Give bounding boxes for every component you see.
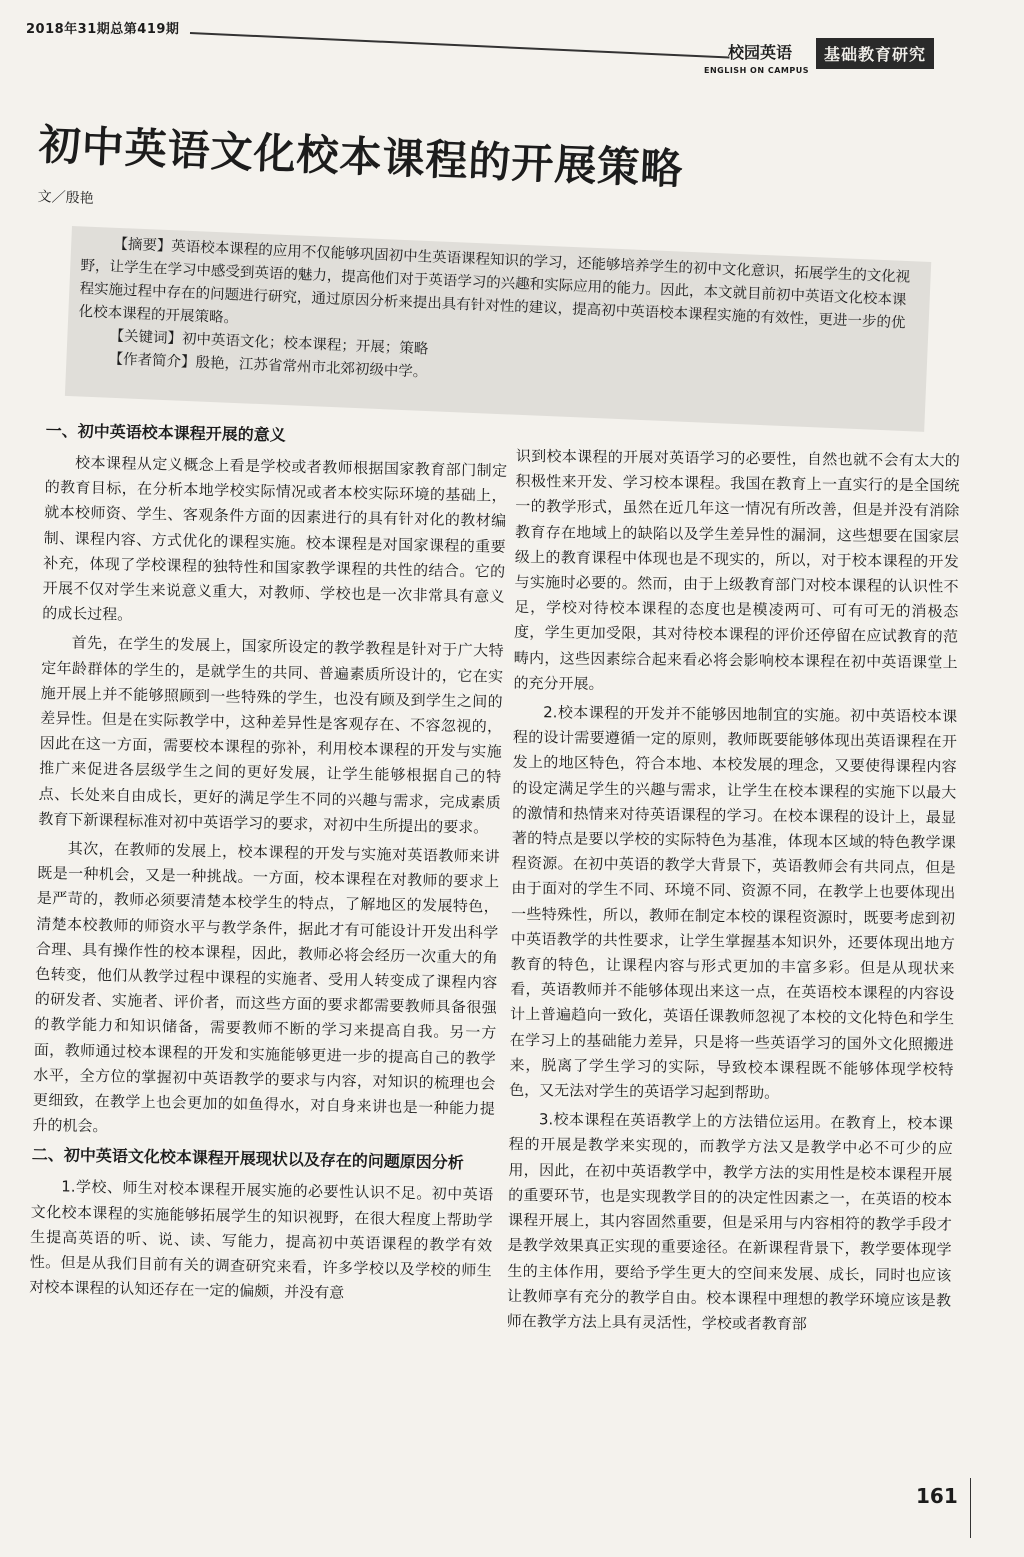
journal-brand-en: ENGLISH ON CAMPUS: [704, 66, 809, 75]
right-column: [507, 444, 960, 1343]
journal-brand: 校园英语: [728, 43, 793, 62]
paragraph: 1.学校、师生对校本课程开展实施的必要性认识不足。初中英语文化校本课程的实施能够拓展学生的知识视野，在很大程度上帮助学生提高英语的听、说、读、写能力，提高初中英语课程的教学有效性。但是从我们目前有关的调查研究来看，许多学校以及学校的师生对校本课程的认知还存在一定的偏颇，并没有意: [29, 1177, 494, 1303]
article-author: 文／殷艳: [37, 188, 94, 207]
paragraph: 首先，在学生的发展上，国家所设定的教学教程是针对于广大特定年龄群体的学生的，是就学生的共同、普遍素质所设计的，它在实施开展上并不能够照顾到一些特殊的学生，也没有顾及到学生之间的差异性。但是在实际教学中，这种差异性是客观存在、不容忽视的，因此在这一方面，需要校本课程的弥补，利用校本课程的开发与实施推广来促进各层级学生之间的更好发展，让学生能够根据自己的特点、长处来自由成长，更好的满足学生不同的兴趣与需求，完成素质教育下新课程标准对初中英语学习的要求，对初中生所提出的要求。: [38, 633, 504, 837]
section-tag: 基础教育研究: [816, 38, 934, 69]
author-intro: 【作者简介】殷艳，江苏省常州市北郊初级中学。: [108, 351, 428, 381]
page-rule: [970, 1478, 971, 1538]
header-rule: [190, 32, 730, 58]
page-number: 161: [916, 1484, 958, 1508]
paragraph: 识到校本课程的开展对英语学习的必要性，自然也就不会有太大的积极性来开发、学习校本课程。我国在教育上一直实行的是全国统一的教学形式，虽然在近几年这一情况有所改善，但是并没有消除教育存在地域上的缺陷以及学生差异性的漏洞，这些想要在国家层级上的教育课程中体现也是不现实的，所以，对于校本课程的开发与实施时必要的。然而，由于上级教育部门对校本课程的认识性不足，学校对待校本课程的态度也是模凌两可、可有可无的消极态度，学生更加受限，其对待校本课程的评价还停留在应试教育的范畴内，这些因素综合起来看必将会影响校本课程在初中英语课堂上的充分开展。: [513, 446, 960, 693]
section-heading-2: 二、初中英语文化校本课程开展现状以及存在的问题原因分析: [31, 1145, 464, 1173]
paragraph: 3.校本课程在英语教学上的方法错位运用。在教育上，校本课程的开展是教学来实现的，而教学方法又是教学中必不可少的应用，因此，在初中英语教学中，教学方法的实用性是校本课程开展的重要环节，也是实现教学目的的决定性因素之一，在英语的校本课程开展上，其内容固然重要，但是采用与内容相符的教学手段才是教学效果真正实现的重要途径。在新课程背景下，教学要体现学生的主体作用，要给予学生更大的空间来发展、成长，同时也应该让教师享有充分的教学自由。校本课程中理想的教学环境应该是教师在教学方法上具有灵活性，学校或者教育部: [506, 1110, 953, 1333]
paragraph: 校本课程从定义概念上看是学校或者教师根据国家教育部门制定的教育目标，在分析本地学校实际情况或者本校实际环境的基础上，就本校师资、学生、客观条件方面的因素进行的具有针对化的教材编制、课程内容、方式优化的课程实施。校本课程是对国家课程的重要补充，体现了学校课程的独特性和国家教学课程的共性的结合。它的开展不仅对学生来说意义重大，对教师、学校也是一次非常具有意义的成长过程。: [42, 453, 508, 624]
article-title: 初中英语文化校本课程的开展策略: [37, 119, 685, 194]
keywords: 【关键词】初中英语文化；校本课程；开展；策略: [109, 328, 429, 358]
issue-label: 2018年31期总第419期: [26, 22, 180, 37]
paragraph: 其次，在教师的发展上，校本课程的开发与实施对英语教师来讲既是一种机会，又是一种挑战。一方面，校本课程在对教师的要求上是严苛的，教师必须要清楚本校学生的特点，了解地区的发展特色，清楚本校教师的师资水平与教学条件，据此才有可能设计开发出科学合理、具有操作性的校本课程，因此，教师必将会经历一次重大的角色转变，他们从教学过程中课程的实施者、受用人转变成了课程内容的研发者、实施者、评价者，而这些方面的要求都需要教师具备很强的教学能力和知识储备，需要教师不断的学习来提高自我。另一方面，教师通过校本课程的开发和实施能够更进一步的提高自己的教学水平，全方位的掌握初中英语教学的要求与内容，对知识的梳理也会更细致，在教学上也会更加的如鱼得水，对自身来讲也是一种能力提升的机会。: [32, 839, 500, 1136]
abstract: 【摘要】英语校本课程的应用不仅能够巩固初中生英语课程知识的学习，还能够培养学生的初中文化意识，拓展学生的文化视野，让学生在学习中感受到英语的魅力，提高他们对于英语学习的兴趣和实际应用的能力。因此，本文就目前初中英语文化校本课程实施过程中存在的问题进行研究，通过原因分析来提出具有针对性的建议，提高初中英语校本课程实施的有效性，更进一步的优化校本课程的开展策略。: [78, 236, 911, 332]
paragraph: 2.校本课程的开发并不能够因地制宜的实施。初中英语校本课程的设计需要遵循一定的原则，教师既要能够体现出英语课程在开发上的地区特色，符合本地、本校发展的理念，又要使得课程内容的设定满足学生的兴趣与需求，让学生在校本课程的实施下以最大的激情和热情来对待英语课程的学习。在校本课程的设计上，最显著的特点是要以学校的实际特色为基准，体现本区域的特色教学课程资源。在初中英语的教学大背景下，英语教师会有共同点，但是由于面对的学生不同、环境不同、资源不同，在教学上也要体现出一些特殊性，所以，教师在制定本校的课程资源时，既要考虑到初中英语教学的共性要求，让学生掌握基本知识外，还要体现出地方教育的特色，让课程内容与形式更加的丰富多彩。但是从现状来看，英语教师并不能够体现出来这一点，在英语校本课程的内容设计上普遍趋向一致化，英语任课教师忽视了本校的文化特色和学生在学习上的基础能力差异，只是将一些英语学习的国外文化照搬进来，脱离了学生学习的实际，导致校本课程既不能够体现学校特色，又无法对学生的英语学习起到帮助。: [509, 703, 958, 1102]
left-column: [29, 418, 508, 1313]
section-heading-1: 一、初中英语校本课程开展的意义: [45, 420, 286, 445]
